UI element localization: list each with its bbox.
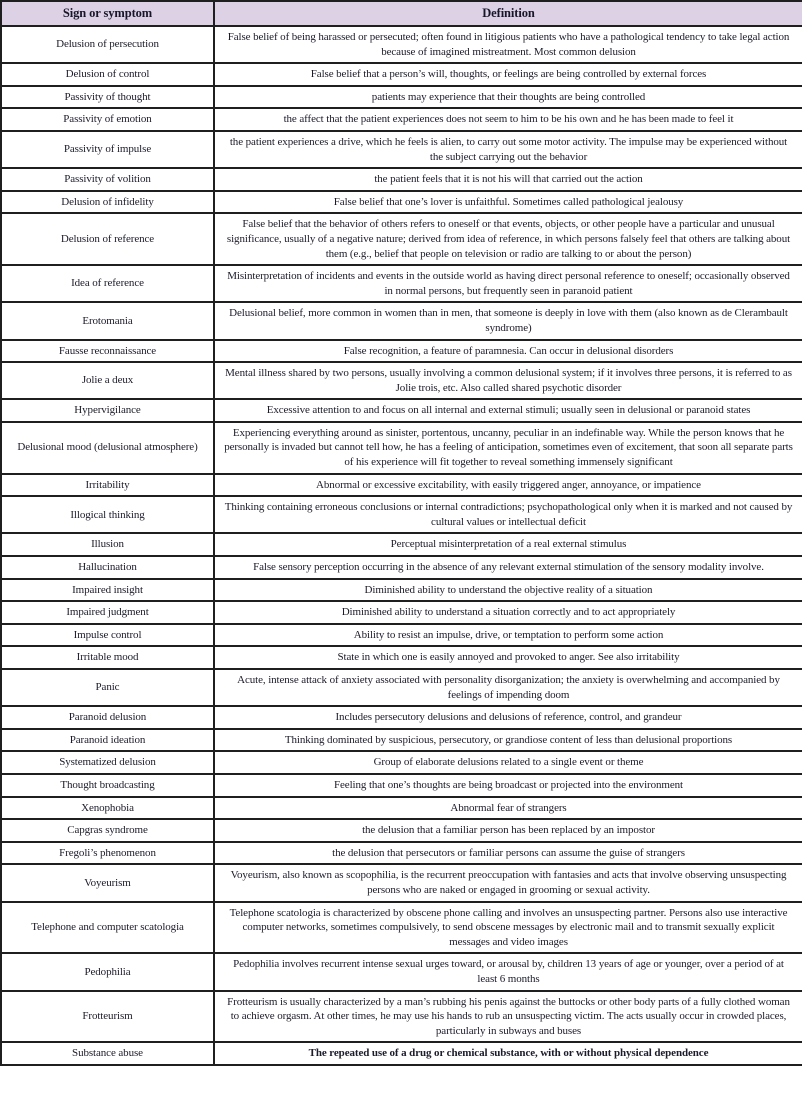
definition-cell: Mental illness shared by two persons, usually involving a common delusional system; if it involves three persons, it is referred to as Jolie trois, etc. Also called shared psychotic disorder: [214, 362, 802, 399]
term-cell: Delusion of infidelity: [1, 191, 214, 214]
term-cell: Hallucination: [1, 556, 214, 579]
definition-cell: Includes persecutory delusions and delusions of reference, control, and grandeur: [214, 706, 802, 729]
definition-cell: Telephone scatologia is characterized by obscene phone calling and involves an unsuspecting partner. Persons also use interactive computer networks, sometimes compulsively, to send obscene messages by electronic mail and to transmit sexually explicit messages and video images: [214, 902, 802, 954]
table-row: [1, 533, 802, 556]
table-row: [1, 646, 802, 669]
definition-cell: Experiencing everything around as sinister, portentous, uncanny, peculiar in an indefinable way. While the person knows that he personally is invaded but cannot tell how, he has a feeling of anticipation, sometimes even of excitement, that soon all separate parts of his experience will fit together to reveal something immensely significant: [214, 422, 802, 474]
definition-cell: Diminished ability to understand the objective reality of a situation: [214, 579, 802, 602]
table-header: [1, 1, 802, 26]
column-header-sign-or-symptom: Sign or symptom: [1, 1, 214, 26]
term-cell: Illogical thinking: [1, 496, 214, 533]
definition-cell: False recognition, a feature of paramnesia. Can occur in delusional disorders: [214, 340, 802, 363]
term-cell: Delusional mood (delusional atmosphere): [1, 422, 214, 474]
definition-cell: Misinterpretation of incidents and events in the outside world as having direct personal reference to oneself; occasionally observed in normal persons, but frequently seen in paranoid patient: [214, 265, 802, 302]
term-cell: Impaired insight: [1, 579, 214, 602]
table-row: [1, 168, 802, 191]
table-row: [1, 842, 802, 865]
table-row: [1, 302, 802, 339]
definition-cell: Frotteurism is usually characterized by a man’s rubbing his penis against the buttocks or other body parts of a fully clothed woman to achieve orgasm. At other times, he may use his hands to rub an unsuspecting victim. The acts usually occur in crowded places, particularly in subways and buses: [214, 991, 802, 1043]
definition-cell: False belief that the behavior of others refers to oneself or that events, objects, or other people have a particular and unusual significance, usually of a negative nature; derived from idea of reference, in which persons falsely feel that others are talking about them (e.g., belief that people on television or radio are talking to or about the person): [214, 213, 802, 265]
table-row: [1, 902, 802, 954]
column-header-definition: Definition: [214, 1, 802, 26]
table-row: [1, 729, 802, 752]
table-row: [1, 991, 802, 1043]
table-row: [1, 556, 802, 579]
table-row: [1, 86, 802, 109]
definition-cell: Diminished ability to understand a situation correctly and to act appropriately: [214, 601, 802, 624]
term-cell: Erotomania: [1, 302, 214, 339]
term-cell: Idea of reference: [1, 265, 214, 302]
definition-cell: the delusion that a familiar person has been replaced by an impostor: [214, 819, 802, 842]
header-row: [1, 1, 802, 26]
term-cell: Delusion of persecution: [1, 26, 214, 63]
term-cell: Impaired judgment: [1, 601, 214, 624]
term-cell: Passivity of impulse: [1, 131, 214, 168]
definition-cell: patients may experience that their thoughts are being controlled: [214, 86, 802, 109]
definition-cell: Ability to resist an impulse, drive, or temptation to perform some action: [214, 624, 802, 647]
definition-cell: Voyeurism, also known as scopophilia, is the recurrent preoccupation with fantasies and acts that involve observing unsuspecting persons who are naked or engaged in grooming or sexual activity.: [214, 864, 802, 901]
term-cell: Voyeurism: [1, 864, 214, 901]
table-row: [1, 669, 802, 706]
term-cell: Xenophobia: [1, 797, 214, 820]
table-body: [1, 26, 802, 1065]
table-row: [1, 953, 802, 990]
table-row: [1, 864, 802, 901]
table-row: [1, 819, 802, 842]
term-cell: Passivity of emotion: [1, 108, 214, 131]
table-row: [1, 1042, 802, 1065]
definition-cell: Excessive attention to and focus on all internal and external stimuli; usually seen in delusional or paranoid states: [214, 399, 802, 422]
definition-cell: Abnormal fear of strangers: [214, 797, 802, 820]
table-row: [1, 131, 802, 168]
table-row: [1, 624, 802, 647]
term-cell: Jolie a deux: [1, 362, 214, 399]
table-row: [1, 579, 802, 602]
definition-cell: Pedophilia involves recurrent intense sexual urges toward, or arousal by, children 13 years of age or younger, over a period of at least 6 months: [214, 953, 802, 990]
definition-cell: Perceptual misinterpretation of a real external stimulus: [214, 533, 802, 556]
table-row: [1, 797, 802, 820]
definition-cell: False sensory perception occurring in the absence of any relevant external stimulation of the sensory modality involve.: [214, 556, 802, 579]
definition-cell: State in which one is easily annoyed and provoked to anger. See also irritability: [214, 646, 802, 669]
table-row: [1, 213, 802, 265]
term-cell: Irritable mood: [1, 646, 214, 669]
table-row: [1, 399, 802, 422]
term-cell: Delusion of control: [1, 63, 214, 86]
table-row: [1, 340, 802, 363]
definition-cell: The repeated use of a drug or chemical substance, with or without physical dependence: [214, 1042, 802, 1065]
definition-cell: Acute, intense attack of anxiety associated with personality disorganization; the anxiety is overwhelming and accompanied by feelings of impending doom: [214, 669, 802, 706]
term-cell: Delusion of reference: [1, 213, 214, 265]
definition-cell: the affect that the patient experiences does not seem to him to be his own and he has been made to feel it: [214, 108, 802, 131]
table-row: [1, 774, 802, 797]
definition-cell: the patient feels that it is not his will that carried out the action: [214, 168, 802, 191]
term-cell: Irritability: [1, 474, 214, 497]
table-row: [1, 362, 802, 399]
definition-cell: False belief that a person’s will, thoughts, or feelings are being controlled by external forces: [214, 63, 802, 86]
term-cell: Fausse reconnaissance: [1, 340, 214, 363]
definition-cell: the delusion that persecutors or familiar persons can assume the guise of strangers: [214, 842, 802, 865]
table-row: [1, 26, 802, 63]
term-cell: Passivity of volition: [1, 168, 214, 191]
term-cell: Frotteurism: [1, 991, 214, 1043]
definition-cell: False belief of being harassed or persecuted; often found in litigious patients who have a pathological tendency to take legal action because of imagined mistreatment. Most common delusion: [214, 26, 802, 63]
definition-cell: Thinking dominated by suspicious, persecutory, or grandiose content of less than delusional proportions: [214, 729, 802, 752]
table-row: [1, 422, 802, 474]
table-row: [1, 751, 802, 774]
term-cell: Capgras syndrome: [1, 819, 214, 842]
table-row: [1, 265, 802, 302]
term-cell: Impulse control: [1, 624, 214, 647]
definition-cell: the patient experiences a drive, which he feels is alien, to carry out some motor activity. The impulse may be experienced without the subject carrying out the behavior: [214, 131, 802, 168]
term-cell: Panic: [1, 669, 214, 706]
table-row: [1, 191, 802, 214]
term-cell: Paranoid delusion: [1, 706, 214, 729]
table-row: [1, 474, 802, 497]
table-row: [1, 108, 802, 131]
table-row: [1, 601, 802, 624]
definition-cell: Group of elaborate delusions related to a single event or theme: [214, 751, 802, 774]
table-row: [1, 496, 802, 533]
definition-cell: Delusional belief, more common in women than in men, that someone is deeply in love with them (also known as de Clerambault syndrome): [214, 302, 802, 339]
term-cell: Paranoid ideation: [1, 729, 214, 752]
term-cell: Telephone and computer scatologia: [1, 902, 214, 954]
term-cell: Passivity of thought: [1, 86, 214, 109]
term-cell: Pedophilia: [1, 953, 214, 990]
term-cell: Hypervigilance: [1, 399, 214, 422]
term-cell: Thought broadcasting: [1, 774, 214, 797]
term-cell: Systematized delusion: [1, 751, 214, 774]
definition-cell: Feeling that one’s thoughts are being broadcast or projected into the environment: [214, 774, 802, 797]
definition-cell: Abnormal or excessive excitability, with easily triggered anger, annoyance, or impatience: [214, 474, 802, 497]
definition-cell: Thinking containing erroneous conclusions or internal contradictions; psychopathological only when it is marked and not caused by cultural values or intellectual deficit: [214, 496, 802, 533]
table-row: [1, 706, 802, 729]
definition-cell: False belief that one’s lover is unfaithful. Sometimes called pathological jealousy: [214, 191, 802, 214]
term-cell: Illusion: [1, 533, 214, 556]
term-cell: Substance abuse: [1, 1042, 214, 1065]
table-row: [1, 63, 802, 86]
term-cell: Fregoli’s phenomenon: [1, 842, 214, 865]
